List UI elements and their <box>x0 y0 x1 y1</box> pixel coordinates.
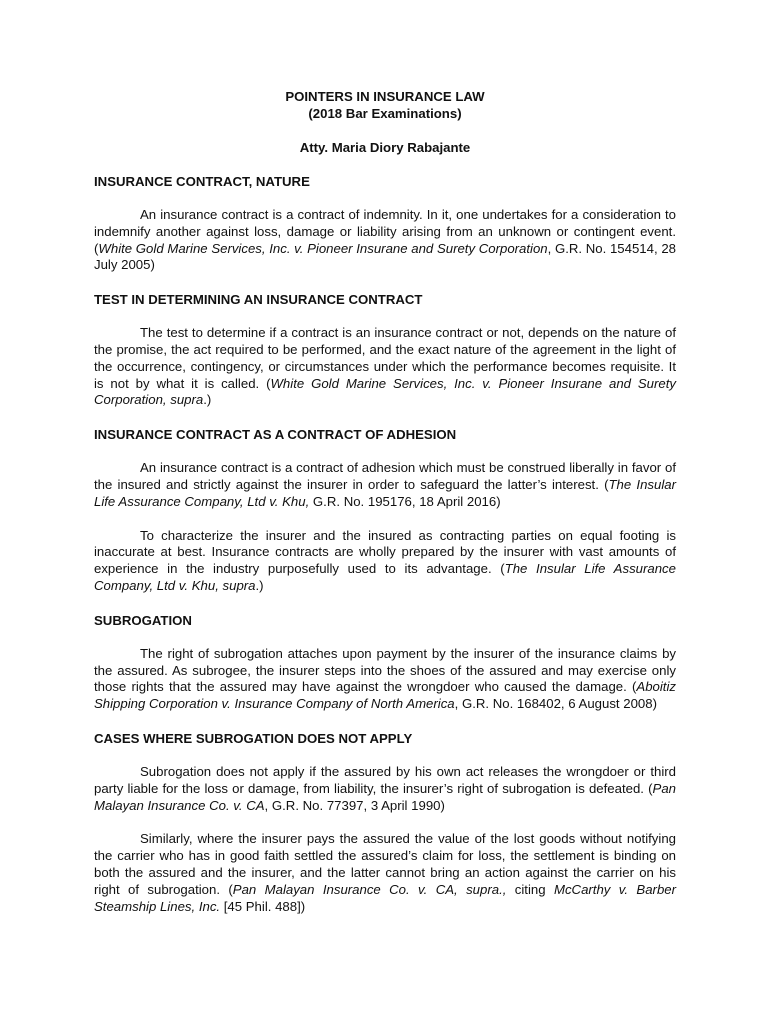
case-citation: Pan Malayan Insurance Co. v. CA, supra., <box>232 881 507 897</box>
case-citation: The Insular Life Assurance Company, Ltd v. Khu, <box>94 476 676 509</box>
case-citation: Aboitiz Shipping Corporation v. Insurance Company of North America <box>94 679 676 712</box>
document-title: POINTERS IN INSURANCE LAW <box>285 89 485 104</box>
section-heading-nature: INSURANCE CONTRACT, NATURE <box>94 174 310 189</box>
case-citation: White Gold Marine Services, Inc. v. Pioneer Insurane and Surety Corporation <box>98 240 548 256</box>
case-citation: Pan Malayan Insurance Co. v. CA <box>94 780 676 813</box>
paragraph: The test to determine if a contract is an insurance contract or not, depends on the nature of the promise, the act required to be performed, and the exact nature of the agreement in the light of the occurrence, contingency, or circumstances under which the performance becomes requisite. It is not by what it is called. (White Gold Marine Services, Inc. v. Pioneer Insurane and Surety Corporation, supra.) <box>94 325 676 408</box>
section-heading-adhesion: INSURANCE CONTRACT AS A CONTRACT OF ADHESION <box>94 427 457 443</box>
document-author: Atty. Maria Diory Rabajante <box>299 140 471 155</box>
case-citation: McCarthy v. Barber Steamship Lines, Inc. <box>94 881 677 914</box>
paragraph: The right of subrogation attaches upon payment by the insurer of the insurance claims by the assured. As subrogee, the insurer steps into the shoes of the assured and may exercise only those rights that the assured may have against the wrongdoer who caused the damage. (Aboitiz Shipping Corporation v. Insurance Company of North America, G.R. No. 168402, 6 August 2008) <box>94 645 676 712</box>
document-subtitle: (2018 Bar Examinations) <box>308 106 462 121</box>
paragraph: Subrogation does not apply if the assured by his own act releases the wrongdoer or third party liable for the loss or damage, from liability, the insurer’s right of subrogation is defeated. (Pan Malayan Insurance Co. v. CA, G.R. No. 77397, 3 April 1990) <box>94 763 676 813</box>
paragraph: An insurance contract is a contract of indemnity. In it, one undertakes for a consideration to indemnify another against loss, damage or liability arising from an unknown or contingent event. (White Gold Marine Services, Inc. v. Pioneer Insurane and Surety Corporation, G.R. No. 154514, 28 July 2005) <box>94 207 676 273</box>
case-citation: The Insular Life Assurance Company, Ltd v. Khu, supra <box>94 561 676 593</box>
section-heading-no-subrogation: CASES WHERE SUBROGATION DOES NOT APPLY <box>94 730 413 746</box>
section-heading-test: TEST IN DETERMINING AN INSURANCE CONTRACT <box>94 292 423 308</box>
section-heading-subrogation: SUBROGATION <box>94 612 192 628</box>
paragraph: To characterize the insurer and the insured as contracting parties on equal footing is inaccurate at best. Insurance contracts are wholly prepared by the insurer with vast amounts of experience in the industry purposefully used to its advantage. (The Insular Life Assurance Company, Ltd v. Khu, supra.) <box>94 527 676 593</box>
paragraph: An insurance contract is a contract of adhesion which must be construed liberally in favor of the insured and strictly against the insurer in order to safeguard the latter’s interest. (The Insular Life Assurance Company, Ltd v. Khu, G.R. No. 195176, 18 April 2016) <box>94 460 676 509</box>
case-citation: White Gold Marine Services, Inc. v. Pioneer Insurane and Surety Corporation, supra <box>94 375 676 408</box>
paragraph: Similarly, where the insurer pays the assured the value of the lost goods without notifying the carrier who has in good faith settled the assured’s claim for loss, the settlement is binding on both the assured and the insurer, and the latter cannot bring an action against the carrier on his right of subrogation. (Pan Malayan Insurance Co. v. CA, supra., citing McCarthy v. Barber Steamship Lines, Inc. [45 Phil. 488]) <box>94 831 677 914</box>
